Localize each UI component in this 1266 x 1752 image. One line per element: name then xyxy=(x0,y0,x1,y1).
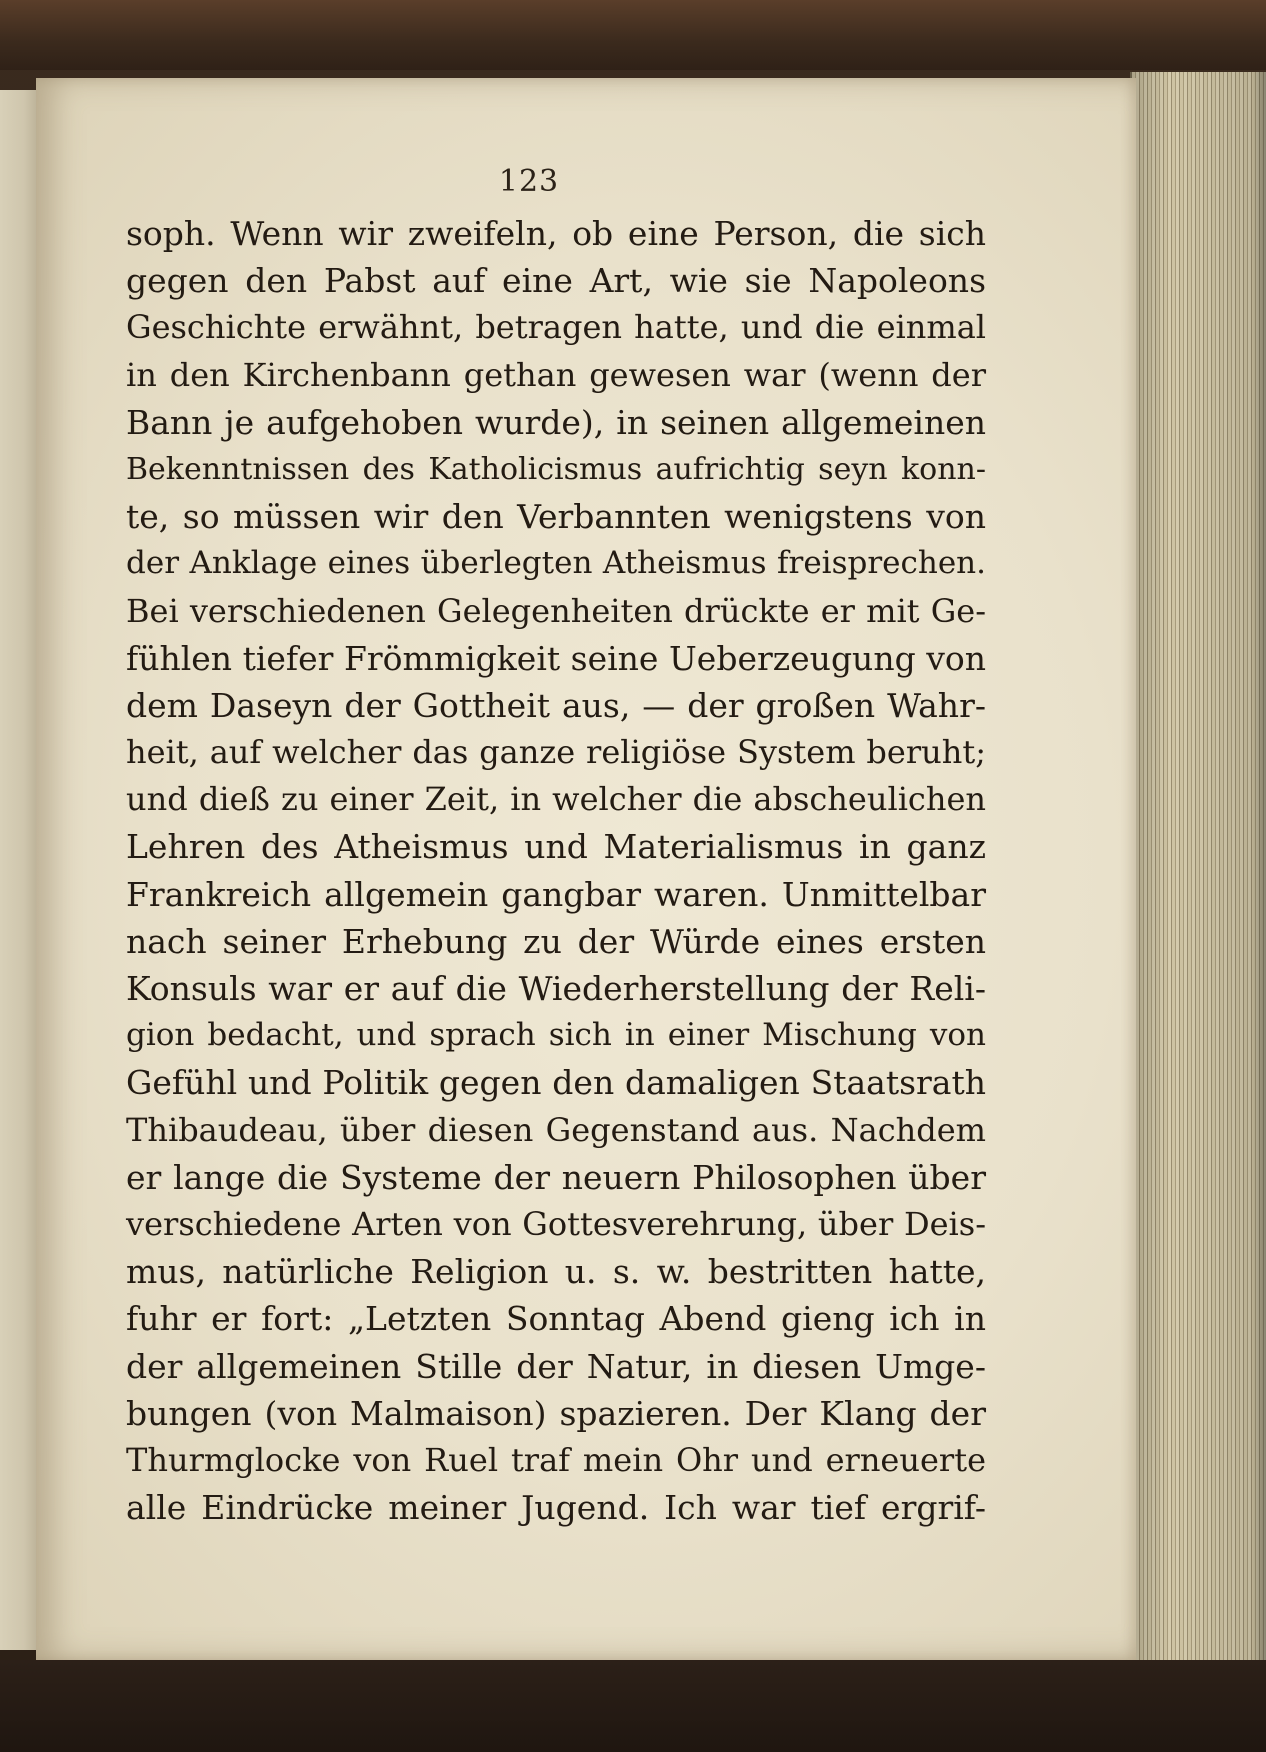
text-line: verschiedene Arten von Gottesverehrung, über Deis- xyxy=(126,1204,986,1243)
page-number: 123 xyxy=(498,164,560,199)
text-line: fuhr er fort: „Letzten Sonntag Abend gieng ich in xyxy=(126,1299,986,1339)
text-line: te, so müssen wir den Verbannten wenigstens von xyxy=(126,497,986,537)
text-line: Thurmglocke von Ruel traf mein Ohr und erneuerte xyxy=(126,1440,986,1479)
text-line: gion bedacht, und sprach sich in einer Mischung von xyxy=(126,1017,986,1054)
text-line: und dieß zu einer Zeit, in welcher die abscheulichen xyxy=(126,780,986,819)
text-line: in den Kirchenbann gethan gewesen war (wenn der xyxy=(126,355,986,394)
text-line: Lehren des Atheismus und Materialismus in ganz xyxy=(126,827,986,867)
text-line: Geschichte erwähnt, betragen hatte, und die einmal xyxy=(126,308,986,347)
text-line: Gefühl und Politik gegen den damaligen Staatsrath xyxy=(126,1063,986,1103)
text-line: Bekenntnissen des Katholicismus aufrichtig seyn konn- xyxy=(126,451,986,487)
text-line: nach seiner Erhebung zu der Würde eines ersten xyxy=(126,921,986,961)
bottom-background xyxy=(0,1660,1266,1752)
text-line: heit, auf welcher das ganze religiöse System beruht; xyxy=(126,733,986,772)
text-line: soph. Wenn wir zweifeln, ob eine Person, die sich xyxy=(126,214,986,253)
text-line: er lange die Systeme der neuern Philosophen über xyxy=(126,1157,986,1197)
text-line: Bei verschiedenen Gelegenheiten drückte er mit Ge- xyxy=(126,591,986,630)
text-line: bungen (von Malmaison) spazieren. Der Klang der xyxy=(126,1393,986,1433)
book-cover-top xyxy=(0,0,1266,70)
text-line: Frankreich allgemein gangbar waren. Unmittelbar xyxy=(126,874,986,914)
page-stack-shadow xyxy=(1130,72,1266,1672)
text-line: Bann je aufgehoben wurde), in seinen allgemeinen xyxy=(126,402,986,442)
text-line: dem Daseyn der Gottheit aus, — der großen Wahr- xyxy=(126,685,986,725)
text-line: alle Eindrücke meiner Jugend. Ich war tief ergrif- xyxy=(126,1488,986,1528)
text-line: mus, natürliche Religion u. s. w. bestritten hatte, xyxy=(126,1252,986,1292)
text-line: Konsuls war er auf die Wiederherstellung der Reli- xyxy=(126,969,986,1008)
text-line: der Anklage eines überlegten Atheismus freisprechen. xyxy=(126,545,986,582)
text-line: fühlen tiefer Frömmigkeit seine Ueberzeugung von xyxy=(126,638,986,678)
text-line: Thibaudeau, über diesen Gegenstand aus. Nachdem xyxy=(126,1110,986,1149)
page-body-text xyxy=(126,210,986,1531)
text-line: der allgemeinen Stille der Natur, in diesen Umge- xyxy=(126,1346,986,1386)
text-line: gegen den Pabst auf eine Art, wie sie Napoleons xyxy=(126,261,986,301)
